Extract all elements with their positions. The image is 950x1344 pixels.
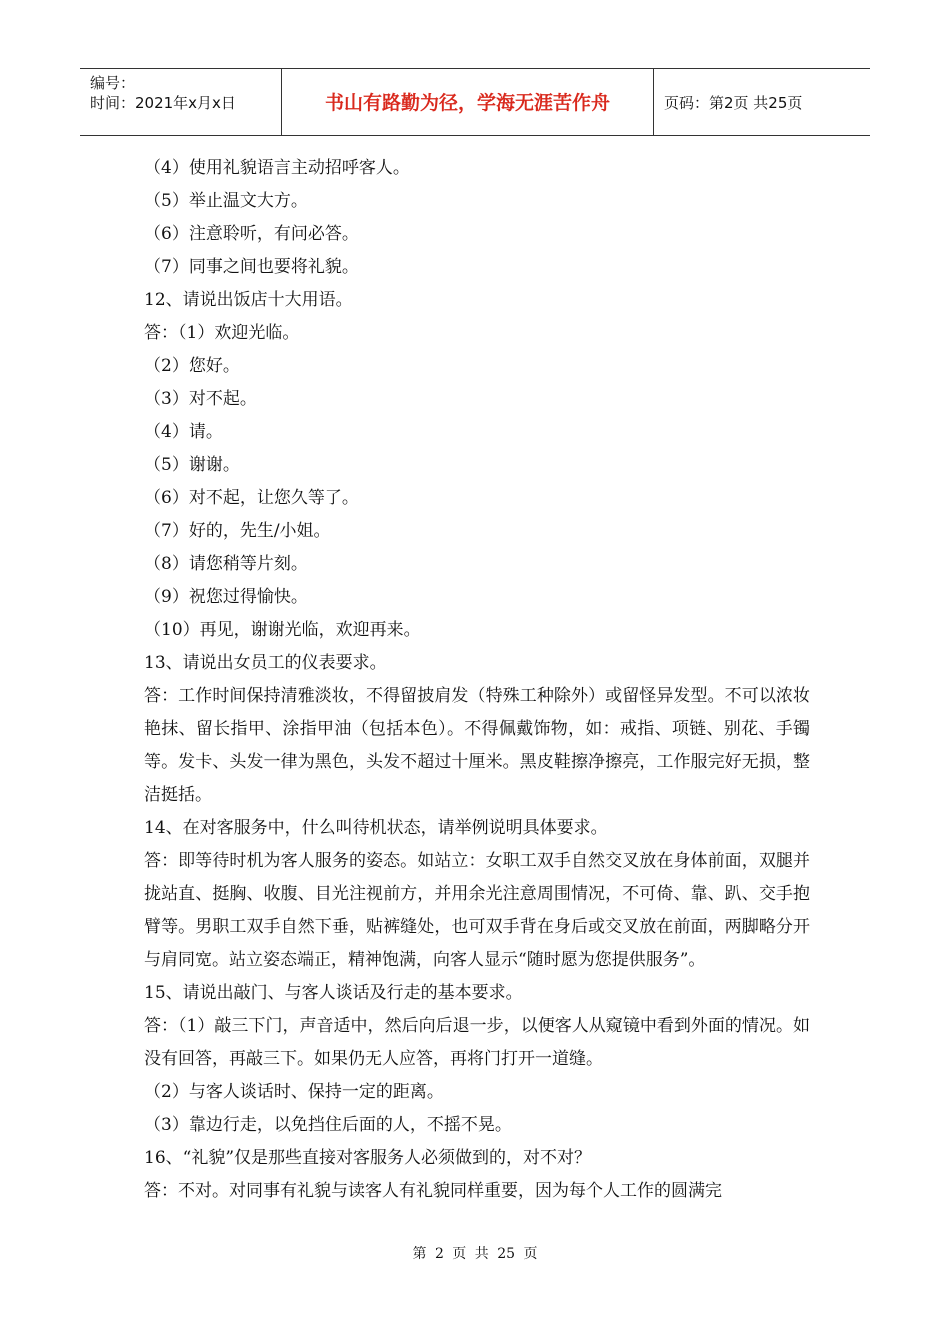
header-page-number: 页码：第2页 共25页 [664,94,803,112]
answer-paragraph: 答：工作时间保持清雅淡妆，不得留披肩发（特殊工种除外）或留怪异发型。不可以浓妆艳抹、留长指甲、涂指甲油（包括本色）。不得佩戴饰物，如：戒指、项链、别花、手镯等。发卡、头发一律为黑色，头发不超过十厘米。黑皮鞋擦净擦亮，工作服完好无损，整洁挺括。 [144,686,810,805]
text-line: （9）祝您过得愉快。 [144,587,308,607]
answer-paragraph: 答：（1）敲三下门，声音适中，然后向后退一步，以便客人从窥镜中看到外面的情况。如没有回答，再敲三下。如果仍无人应答，再将门打开一道缝。 [144,1016,810,1069]
text-line: （3）对不起。 [144,389,257,409]
text-line: （2）您好。 [144,356,240,376]
document-date: 时间：2021年x月x日 [90,94,236,112]
text-line: （4）请。 [144,422,223,442]
text-line: （7）好的，先生/小姐。 [144,521,331,541]
text-line: （4）使用礼貌语言主动招呼客人。 [144,158,410,178]
question-heading: 14、在对客服务中，什么叫待机状态，请举例说明具体要求。 [144,818,608,838]
text-line: （6）注意聆听，有问必答。 [144,224,359,244]
answer-paragraph: 答：即等待时机为客人服务的姿态。如站立：女职工双手自然交叉放在身体前面，双腿并拢站直、挺胸、收腹、目光注视前方，并用余光注意周围情况，不可倚、靠、趴、交手抱臂等。男职工双手自然下垂，贴裤缝处，也可双手背在身后或交叉放在前面，两脚略分开与肩同宽。站立姿态端正，精神饱满，向客人显示“随时愿为您提供服务”。 [144,851,810,970]
text-line: 答：（1）欢迎光临。 [144,323,300,343]
text-line: （2）与客人谈话时、保持一定的距离。 [144,1082,444,1102]
header-motto: 书山有路勤为径，学海无涯苦作舟 [282,69,654,135]
question-heading: 15、请说出敲门、与客人谈话及行走的基本要求。 [144,983,523,1003]
question-heading: 12、请说出饭店十大用语。 [144,290,353,310]
page-header [80,68,870,136]
text-line: 答：不对。对同事有礼貌与读客人有礼貌同样重要，因为每个人工作的圆满完 [144,1181,722,1201]
document-number: 编号： [90,74,136,92]
text-line: （7）同事之间也要将礼貌。 [144,257,359,277]
text-line: （3）靠边行走，以免挡住后面的人，不摇不晃。 [144,1115,512,1135]
question-heading: 16、“礼貌”仅是那些直接对客服务人必须做到的，对不对？ [144,1148,592,1168]
text-line: （6）对不起，让您久等了。 [144,488,359,508]
text-line: （10）再见，谢谢光临，欢迎再来。 [144,620,421,640]
text-line: （5）谢谢。 [144,455,240,475]
text-line: （5）举止温文大方。 [144,191,308,211]
header-meta [80,69,282,135]
text-line: （8）请您稍等片刻。 [144,554,308,574]
question-heading: 13、请说出女员工的仪表要求。 [144,653,387,673]
page-footer: 第 2 页 共 25 页 [412,1246,538,1262]
document-body [144,152,810,1208]
